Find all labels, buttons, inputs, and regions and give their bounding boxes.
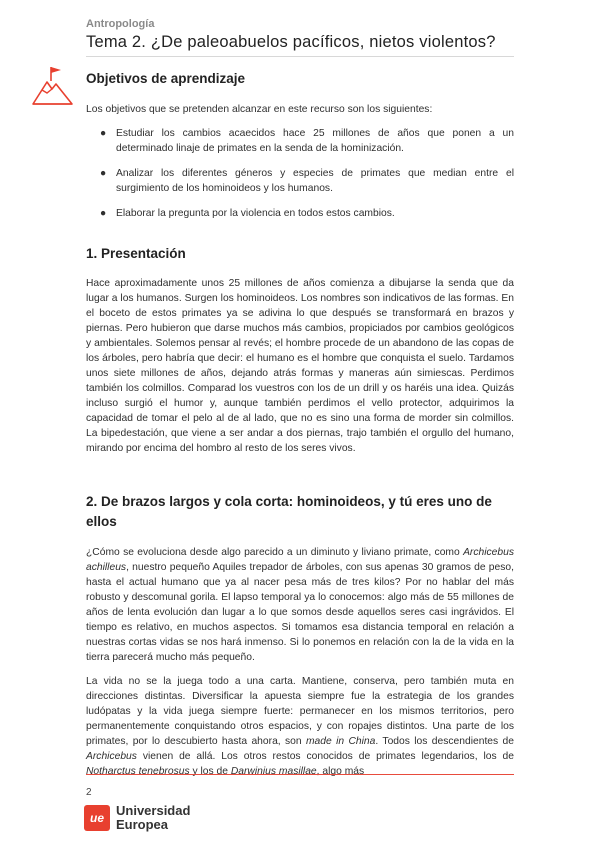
footer-divider [86, 774, 514, 775]
objectives-heading: Objetivos de aprendizaje [86, 71, 246, 86]
species-name: Darwinius masillae [230, 766, 317, 777]
species-name: Archicebus [86, 751, 137, 762]
species-name: Notharctus tenebrosus [86, 766, 190, 777]
ue-logo-mark: ue [84, 805, 110, 831]
section-2-paragraph-1: ¿Cómo se evoluciona desde algo parecido a un diminuto y liviano primate, como Archicebus achilleus, nuestro pequeño Aquiles trepador de árboles, con sus apenas 30 gramos de peso, hasta el actual humano que ya al nacer pesa más de tres kilos? Por no hablar del más robusto y descomunal gorila. El lapso temporal ya lo conocemos: algo más de 55 millones de años de lenta evolución dan lugar a lo que somos desde aquellos seres casi ingrávidos. El tiempo es relativo, en muchos aspectos. Si tomamos esa distancia temporal en relación a nuestras cortas vidas se nos hará inmenso. Si lo ponemos en relación con la de la vida en la tierra parecerá mucho más pequeño. [86, 547, 514, 663]
subject-label: Antropología [86, 18, 155, 30]
list-item: ● Analizar los diferentes géneros y especies de primates que median entre el surgimiento de los hominoideos y los humanos. [100, 168, 514, 194]
header-divider [86, 56, 514, 57]
list-item: ● Estudiar los cambios acaecidos hace 25 millones de años que ponen a un determinado linaje de primates en la senda de la hominización. [100, 128, 514, 154]
section-2-paragraph-2: La vida no se la juega todo a una carta. Mantiene, conserva, pero también muta en direcciones distintas. Diversificar la apuesta siempre fue la estrategia de los grandes ludópatas y la vida juega siempre fuerte: permanecer en los mismos territorios, pero permanentemente conquistando otros espacios, y con ropajes distintos. Una parte de los primates, por lo descubierto hasta ahora, son made in China. Todos los descendientes de Archicebus vienen de allá. Los otros restos conocidos de primates legendarios, los de Notharctus tenebrosus y los de Darwinius masillae, algo más [86, 676, 514, 777]
objectives-list [100, 126, 514, 231]
university-logo [84, 804, 190, 832]
logo-text: Universidad Europea [116, 803, 191, 832]
bullet-icon: ● [100, 128, 107, 139]
species-name: Archicebus achilleus [86, 547, 514, 573]
mountain-flag-icon [28, 64, 78, 108]
objectives-intro: Los objetivos que se pretenden alcanzar en este recurso son los siguientes: [86, 104, 433, 115]
list-item: ● Elaborar la pregunta por la violencia en todos estos cambios. [100, 208, 395, 219]
section-1-heading: 1. Presentación [86, 246, 186, 261]
page-number: 2 [86, 787, 92, 798]
section-2-heading: 2. De brazos largos y cola corta: hominoideos, y tú eres uno de ellos [86, 494, 492, 529]
bullet-icon: ● [100, 168, 107, 179]
bullet-icon: ● [100, 208, 107, 219]
section-1-paragraph: Hace aproximadamente unos 25 millones de años comienza a dibujarse la senda que da lugar a los humanos. Surgen los hominoideos. Los nombres son indicativos de las formas. En el boceto de estos primates ya se adivina lo que después se transformará en brazos y piernas. Pero hubieron que darse muchos más cambios, propiciados por cambios geológicos y ambientales. Solemos pensar al revés; el hombre procede de un abandono de las copas de los árboles, pero habría que decir: el humano es el hombre que conquista el suelo. Tardamos unos siete millones de años, dejando atrás formas y maneras aún simiescas. Perdimos también los colmillos. Comparad los vuestros con los de un drill y os haréis una idea. Quizás incluso surgió el humor y, aunque también perdimos el vello protector, adquirimos la capacidad de tomar el pelo al de al lado, que no es sino una forma de morder sin colmillos. La bipedestación, que viene a ser andar a dos piernas, trajo también el orgullo del humano, mirando por encima del hombro al resto de los seres vivos. [86, 278, 514, 454]
page-title: Tema 2. ¿De paleoabuelos pacíficos, nietos violentos? [86, 33, 496, 51]
